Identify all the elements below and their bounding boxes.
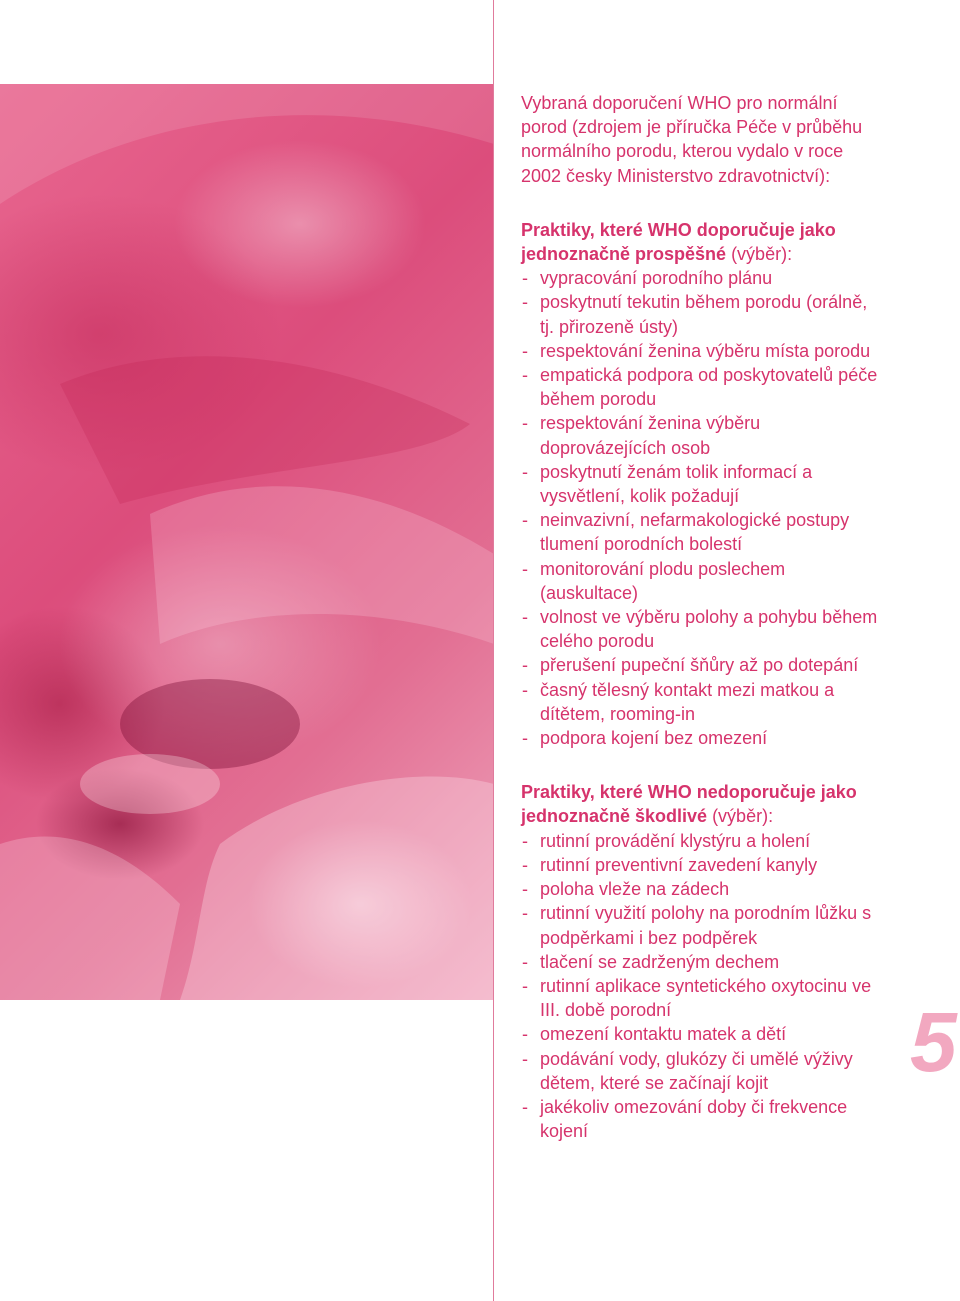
list-item: - rutinní aplikace syntetického oxytocinu ve III. době porodní — [521, 974, 881, 1022]
list-item: - vypracování porodního plánu — [521, 266, 881, 290]
list-item: - poskytnutí tekutin během porodu (orálně, tj. přirozeně ústy) — [521, 290, 881, 338]
list-item: - podávání vody, glukózy či umělé výživy dětem, které se začínají kojit — [521, 1047, 881, 1095]
list-item: - přerušení pupeční šňůry až po dotepání — [521, 653, 881, 677]
harmful-heading — [521, 780, 881, 828]
list-item: - podpora kojení bez omezení — [521, 726, 881, 750]
list-item: - jakékoliv omezování doby či frekvence kojení — [521, 1095, 881, 1143]
list-item: - neinvazivní, nefarmakologické postupy tlumení porodních bolestí — [521, 508, 881, 556]
column-divider — [493, 0, 494, 1301]
harmful-heading-bold: Praktiky, které WHO nedoporučuje jako jednoznačně škodlivé — [521, 782, 857, 827]
list-item: - rutinní využití polohy na porodním lůžku s podpěrkami i bez podpěrek — [521, 901, 881, 949]
list-item: - časný tělesný kontakt mezi matkou a dítětem, rooming-in — [521, 678, 881, 726]
beneficial-heading — [521, 218, 881, 266]
list-item: - poloha vleže na zádech — [521, 877, 881, 901]
list-item: - respektování ženina výběru místa porodu — [521, 339, 881, 363]
beneficial-heading-bold: Praktiky, které WHO doporučuje jako jednoznačně prospěšné — [521, 219, 836, 265]
text-column — [521, 91, 881, 1173]
list-item: - respektování ženina výběru doprovázejících osob — [521, 411, 881, 459]
list-item: - tlačení se zadrženým dechem — [521, 950, 881, 974]
beneficial-list — [521, 266, 881, 750]
list-item: - rutinní provádění klystýru a holení — [521, 829, 881, 853]
intro-paragraph: Vybraná doporučení WHO pro normální porod (zdrojem je příručka Péče v průběhu normálního porodu, kterou vydalo v roce 2002 česky Ministerstvo zdravotnictví): — [521, 93, 863, 186]
list-item: - volnost ve výběru polohy a pohybu během celého porodu — [521, 605, 881, 653]
list-item: - empatická podpora od poskytovatelů péče během porodu — [521, 363, 881, 411]
list-item: - poskytnutí ženám tolik informací a vysvětlení, kolik požadují — [521, 460, 881, 508]
list-item: - omezení kontaktu matek a dětí — [521, 1022, 881, 1046]
page-number: 5 — [910, 995, 957, 1089]
harmful-list — [521, 829, 881, 1144]
newborn-photo — [0, 84, 494, 1000]
list-item: - rutinní preventivní zavedení kanyly — [521, 853, 881, 877]
harmful-heading-suffix: (výběr): — [707, 806, 774, 827]
beneficial-heading-suffix: (výběr): — [726, 244, 793, 265]
list-item: - monitorování plodu poslechem (auskultace) — [521, 557, 881, 605]
